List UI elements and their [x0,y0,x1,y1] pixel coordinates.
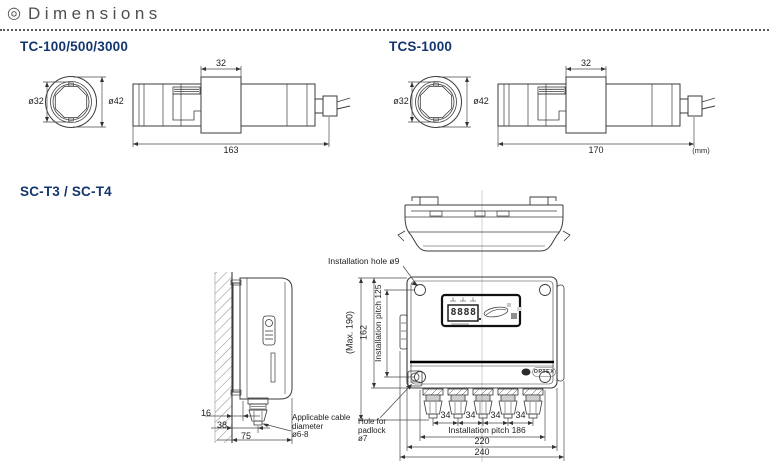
gland-pitch-label-1: 34 [440,410,451,420]
horizontal-pitch-label: Installation pitch 186 [448,425,526,435]
tcs-inner-diameter-label: ø32 [393,96,409,106]
tcs-clamp-width-label: 32 [580,58,591,68]
padlock-note-line3: ø7 [358,434,368,443]
tc-clamp-width-label: 32 [215,58,226,68]
page-title: Dimensions [27,4,162,23]
tc-outer-diameter-label: ø42 [108,96,124,106]
optex-brand-logo: OPTEX [533,369,555,375]
tc-linework [20,56,376,178]
cable-note-line3: ø6-8 [292,430,309,439]
tc-length-label: 163 [223,145,239,155]
installation-hole-label: Installation hole ø9 [328,256,400,266]
tcs-length-label: 170 [588,145,604,155]
body-height-label: 162 [358,324,369,341]
tcs-outer-diameter-label: ø42 [473,96,489,106]
tcs-dimension-drawing [385,56,769,178]
tc-dimension-drawing [20,56,376,178]
tc-inner-diameter-label: ø32 [28,96,44,106]
total-depth-label: 75 [240,431,251,441]
lcd-digits: 8888 [450,307,477,318]
tcs-linework [385,56,741,178]
sc-dimension-drawing [165,185,769,470]
gland-depth-label: 38 [216,420,227,430]
cable-note-line1: Applicable cable [292,413,351,422]
units-note: (mm) [692,146,710,155]
mount-width-label: 220 [474,436,490,446]
model-title-tcs: TCS-1000 [389,39,453,54]
vertical-pitch-label: Installation pitch 125 [372,284,383,362]
gland-pitch-label-2: 34 [465,410,476,420]
total-width-label: 240 [474,446,490,457]
cable-note-line2: diameter [292,421,324,431]
wall-offset-label: 16 [200,408,211,418]
padlock-note-line1: Hole for [358,417,387,426]
gland-pitch-label-3: 34 [490,410,501,420]
padlock-note-line2: padlock [358,425,386,435]
model-title-sc: SC-T3 / SC-T4 [20,184,112,199]
model-title-tc: TC-100/500/3000 [20,39,129,54]
section-header [0,0,769,31]
max-height-label: (Max. 190) [344,311,355,355]
gland-pitch-label-4: 34 [515,410,526,420]
bullseye-icon: ◎ [7,4,21,22]
